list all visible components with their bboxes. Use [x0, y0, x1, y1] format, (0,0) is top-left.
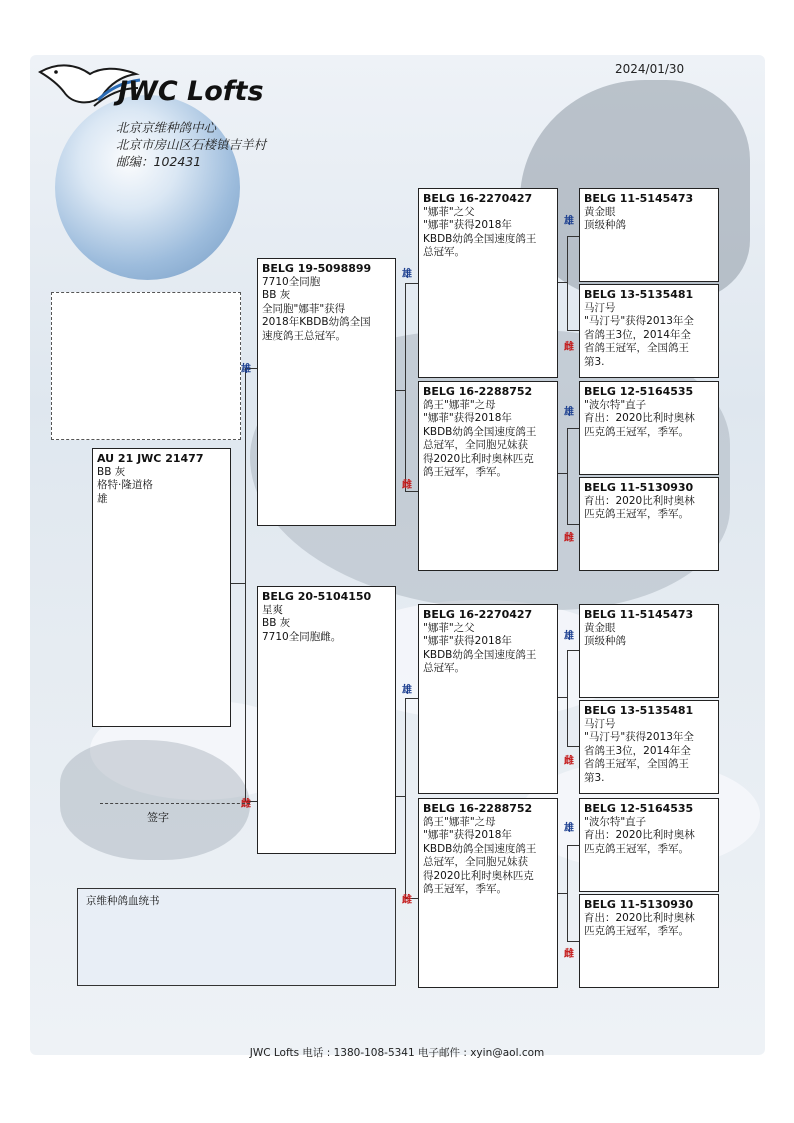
sex-mark-male: 雄: [402, 269, 412, 280]
great-grandparent-card-4[interactable]: [579, 477, 719, 571]
info-line: "娜菲"获得2018年: [423, 219, 512, 231]
info-line: 7710全同胞雌。: [262, 630, 342, 643]
great-grandparent-card-5[interactable]: [579, 604, 719, 698]
certificate-label: 京维种鸽血统书: [86, 895, 160, 907]
info-line: 省鸽王3位，2014年全: [584, 744, 691, 757]
info-line: 得2020比利时奥林匹克: [423, 452, 534, 465]
info-line: 总冠军。: [423, 246, 465, 258]
info-line: BB 灰: [97, 465, 126, 478]
ring-number: BELG 20-5104150: [262, 590, 372, 603]
info-line: 育出：2020比利时奥林: [584, 494, 695, 507]
info-line: KBDB幼鸽全国速度鸽王: [423, 648, 537, 661]
info-line: BB 灰: [262, 289, 291, 301]
granddam-paternal-card[interactable]: [418, 381, 558, 571]
info-line: 育出：2020比利时奥林: [584, 829, 695, 841]
info-line: 速度鸽王总冠军。: [262, 329, 346, 342]
sex-mark-female: 雌: [564, 756, 574, 767]
ring-number: BELG 13-5135481: [584, 288, 694, 301]
brand-title: JWC Lofts: [118, 76, 264, 107]
info-line: 育出：2020比利时奥林: [584, 412, 695, 424]
info-line: 省鸽王冠军，全国鸽王: [584, 342, 689, 354]
info-line: "娜菲"之父: [423, 621, 475, 634]
ring-number: BELG 13-5135481: [584, 704, 694, 717]
signature-label: 签字: [147, 811, 169, 824]
sex-mark-female: 雌: [402, 895, 412, 906]
info-line: "波尔特"直子: [584, 398, 647, 411]
dam-card[interactable]: [257, 586, 396, 854]
info-line: 匹克鸽王冠军，季军。: [584, 925, 689, 937]
sex-mark-male: 雄: [402, 685, 412, 696]
great-grandparent-card-1[interactable]: [579, 188, 719, 282]
info-line: 总冠军，全同胞兄妹获: [423, 439, 528, 451]
ring-number: BELG 11-5145473: [584, 192, 694, 205]
info-line: "波尔特"直子: [584, 815, 647, 828]
date-label: 2024/01/30: [615, 62, 685, 76]
sex-mark-female: 雌: [241, 799, 251, 810]
info-line: BB 灰: [262, 617, 291, 629]
granddam-maternal-card[interactable]: [418, 798, 558, 988]
ring-number: BELG 19-5098899: [262, 262, 372, 275]
info-line: "娜菲"获得2018年: [423, 635, 512, 647]
photo-placeholder[interactable]: [51, 292, 241, 440]
certificate-box: [77, 888, 396, 986]
info-line: 总冠军，全同胞兄妹获: [423, 856, 528, 868]
info-line: 得2020比利时奥林匹克: [423, 869, 534, 882]
ring-number: BELG 11-5130930: [584, 898, 694, 911]
info-line: "娜菲"之父: [423, 205, 475, 218]
ring-number: AU 21 JWC 21477: [97, 452, 204, 465]
grandsire-maternal-card[interactable]: [418, 604, 558, 794]
info-line: KBDB幼鸽全国速度鸽王: [423, 842, 537, 855]
info-line: 7710全同胞: [262, 275, 321, 288]
sex-mark-female: 雌: [564, 342, 574, 353]
ring-number: BELG 16-2270427: [423, 608, 533, 621]
great-grandparent-card-2[interactable]: [579, 284, 719, 378]
info-line: "马汀号"获得2013年全: [584, 315, 694, 327]
sex-mark-male: 雄: [564, 631, 574, 642]
info-line: 匹克鸽王冠军，季军。: [584, 425, 689, 438]
info-line: 黄金眼: [584, 621, 616, 634]
great-grandparent-card-7[interactable]: [579, 798, 719, 892]
address-line-3: 邮编：102431: [116, 154, 202, 169]
info-line: 匹克鸽王冠军，季军。: [584, 508, 689, 520]
ring-number: BELG 16-2288752: [423, 385, 533, 398]
ring-number: BELG 16-2270427: [423, 192, 533, 205]
info-line: 星爽: [262, 603, 283, 616]
sex-mark-male: 雄: [564, 216, 574, 227]
great-grandparent-card-6[interactable]: [579, 700, 719, 794]
address-line-1: 北京京维种鸽中心: [116, 120, 217, 135]
sex-mark-male: 雄: [564, 823, 574, 834]
signature-line[interactable]: [100, 803, 250, 804]
info-line: 省鸽王3位，2014年全: [584, 328, 691, 341]
info-line: 第3.: [584, 355, 605, 368]
info-line: "娜菲"获得2018年: [423, 829, 512, 841]
info-line: 黄金眼: [584, 205, 616, 218]
sex-mark-male: 雄: [564, 407, 574, 418]
subject-pigeon-card[interactable]: [92, 448, 231, 727]
info-line: 省鸽王冠军，全国鸽王: [584, 758, 689, 770]
info-line: 第3.: [584, 771, 605, 784]
info-line: 全同胞"娜菲"获得: [262, 302, 346, 315]
info-line: 鸽王冠军，季军。: [423, 883, 507, 895]
info-line: KBDB幼鸽全国速度鸽王: [423, 425, 537, 438]
grandsire-paternal-card[interactable]: [418, 188, 558, 378]
info-line: "娜菲"获得2018年: [423, 412, 512, 424]
ring-number: BELG 11-5145473: [584, 608, 694, 621]
info-line: KBDB幼鸽全国速度鸽王: [423, 232, 537, 245]
ring-number: BELG 12-5164535: [584, 802, 694, 815]
great-grandparent-card-3[interactable]: [579, 381, 719, 475]
info-line: "马汀号"获得2013年全: [584, 731, 694, 743]
sex-mark-male: 雄: [241, 364, 251, 375]
info-line: 2018年KBDB幼鸽全国: [262, 316, 371, 328]
ring-number: BELG 12-5164535: [584, 385, 694, 398]
info-line: 匹克鸽王冠军，季军。: [584, 842, 689, 855]
sex-mark-female: 雌: [564, 533, 574, 544]
sire-card[interactable]: [257, 258, 396, 526]
info-line: 鸽王冠军，季军。: [423, 466, 507, 478]
info-line: 马汀号: [584, 717, 616, 730]
info-line: 鸽王"娜菲"之母: [423, 815, 496, 828]
sex-mark-female: 雌: [564, 949, 574, 960]
info-line: 格特·隆道格: [97, 479, 153, 491]
ring-number: BELG 11-5130930: [584, 481, 694, 494]
info-line: 鸽王"娜菲"之母: [423, 398, 496, 411]
ring-number: BELG 16-2288752: [423, 802, 533, 815]
info-line: 育出：2020比利时奥林: [584, 911, 695, 924]
info-line: 总冠军。: [423, 662, 465, 674]
footer-contact: JWC Lofts 电话 : 1380-108-5341 电子邮件 : xyin@aol.com: [249, 1047, 545, 1059]
sex-mark-female: 雌: [402, 480, 412, 491]
address-line-2: 北京市房山区石楼镇吉羊村: [116, 137, 267, 152]
info-line: 顶级种鸽: [584, 635, 626, 647]
info-line: 顶级种鸽: [584, 219, 626, 231]
info-line: 马汀号: [584, 301, 616, 314]
great-grandparent-card-8[interactable]: [579, 894, 719, 988]
info-line: 雄: [97, 492, 108, 505]
